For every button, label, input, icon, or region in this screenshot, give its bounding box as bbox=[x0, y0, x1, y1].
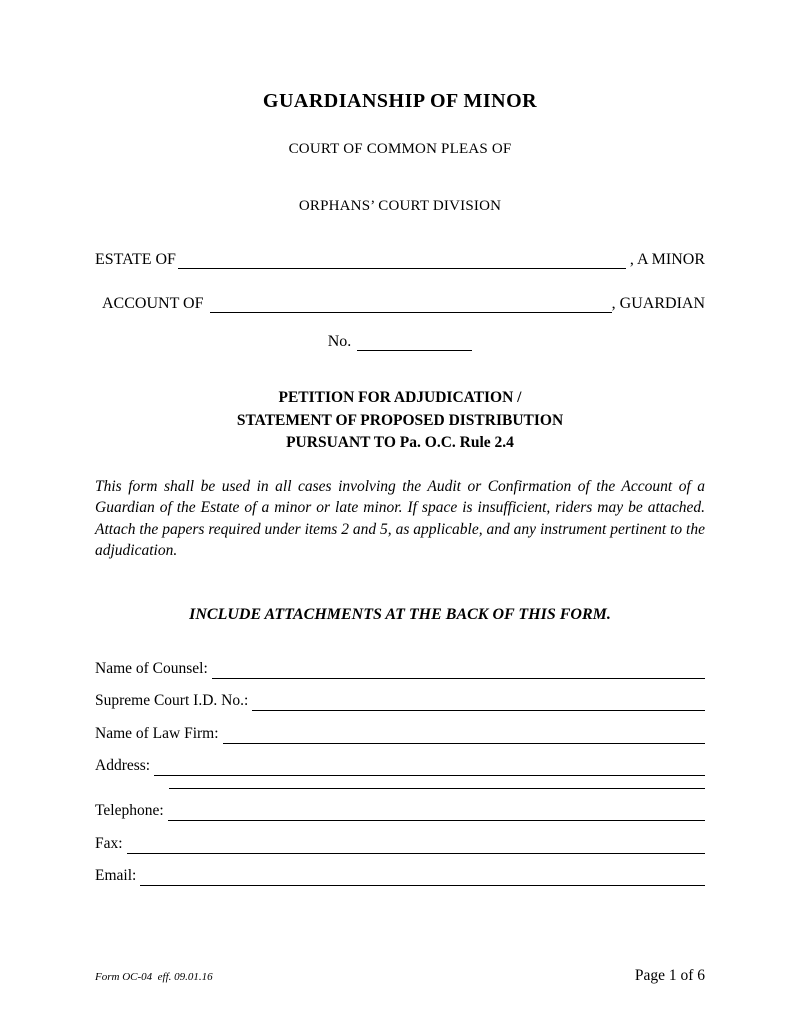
case-number-label: No. bbox=[327, 333, 352, 350]
attachments-note: INCLUDE ATTACHMENTS AT THE BACK OF THIS FORM. bbox=[189, 605, 611, 623]
court-line: COURT OF COMMON PLEAS OF bbox=[288, 141, 512, 157]
estate-name-blank[interactable] bbox=[178, 250, 626, 269]
field-row-law-firm bbox=[95, 723, 705, 744]
email-label: Email: bbox=[95, 867, 137, 884]
telephone-label: Telephone: bbox=[95, 802, 164, 819]
name-of-counsel-blank[interactable] bbox=[212, 658, 705, 679]
estate-suffix-label: , A MINOR bbox=[625, 251, 705, 268]
supreme-court-id-blank[interactable] bbox=[252, 690, 705, 711]
name-of-counsel-label: Name of Counsel: bbox=[95, 659, 208, 677]
estate-of-row bbox=[95, 250, 705, 269]
guardian-suffix-label: , GUARDIAN bbox=[611, 295, 705, 312]
law-firm-label: Name of Law Firm: bbox=[95, 724, 219, 742]
address-label: Address: bbox=[95, 757, 151, 774]
law-firm-blank[interactable] bbox=[223, 723, 705, 744]
address-line2-blank[interactable] bbox=[169, 788, 705, 789]
field-row-supreme-court-id bbox=[95, 690, 705, 711]
account-of-row bbox=[95, 294, 705, 313]
case-number-blank[interactable] bbox=[357, 332, 472, 351]
field-row-address bbox=[95, 755, 705, 776]
form-id-label: Form OC-04 eff. 09.01.16 bbox=[95, 971, 213, 983]
case-number-row bbox=[95, 332, 705, 351]
petition-heading-line3: PURSUANT TO Pa. O.C. Rule 2.4 bbox=[286, 434, 514, 451]
guardian-name-blank[interactable] bbox=[210, 294, 612, 313]
fax-blank[interactable] bbox=[127, 833, 705, 854]
page-number-label: Page 1 of 6 bbox=[634, 967, 705, 984]
field-row-fax bbox=[95, 833, 705, 854]
division-line: ORPHANS’ COURT DIVISION bbox=[298, 198, 502, 214]
account-of-label: ACCOUNT OF bbox=[102, 295, 204, 312]
field-row-telephone bbox=[95, 800, 705, 821]
field-row-name-of-counsel bbox=[95, 658, 705, 679]
estate-of-label: ESTATE OF bbox=[95, 251, 176, 268]
instructions-paragraph: This form shall be used in all cases involving the Audit or Confirmation of the Account of a Guardian of the Estate of a minor or late minor. If space is insufficient, riders may be attached. Attach the papers required under items 2 and 5, as applicable, and any instrument pertinent to the adjudication. bbox=[95, 477, 705, 559]
field-row-address-line2 bbox=[95, 788, 705, 789]
telephone-blank[interactable] bbox=[168, 800, 705, 821]
page-footer bbox=[95, 967, 705, 985]
supreme-court-id-label: Supreme Court I.D. No.: bbox=[95, 692, 249, 709]
petition-heading bbox=[95, 387, 705, 455]
fax-label: Fax: bbox=[95, 834, 123, 852]
petition-heading-line2: STATEMENT OF PROPOSED DISTRIBUTION bbox=[236, 411, 564, 429]
address-blank[interactable] bbox=[154, 755, 705, 776]
petition-heading-line1: PETITION FOR ADJUDICATION / bbox=[278, 389, 522, 406]
email-blank[interactable] bbox=[140, 865, 705, 886]
form-title: GUARDIANSHIP OF MINOR bbox=[262, 90, 538, 112]
field-row-email bbox=[95, 865, 705, 886]
counsel-fields-section bbox=[95, 658, 705, 887]
